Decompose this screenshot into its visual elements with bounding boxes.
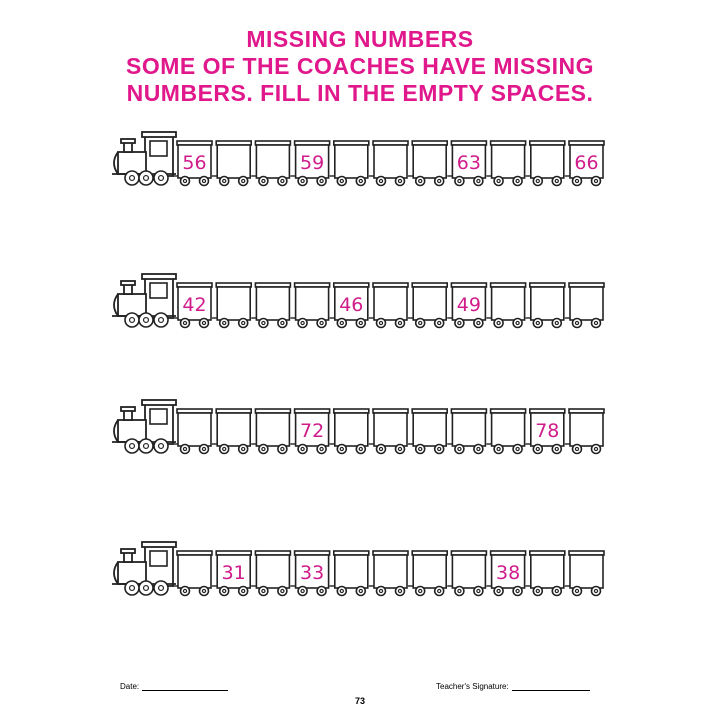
coach-wheel-left-hub [536, 447, 539, 450]
engine-icon [112, 400, 176, 453]
coach-body[interactable] [413, 555, 446, 588]
coach [295, 409, 330, 454]
coach-body[interactable] [570, 287, 603, 320]
coach-number: 63 [456, 152, 481, 174]
coach-wheel-right-hub [398, 589, 401, 592]
coach [491, 409, 526, 454]
coach-body[interactable] [335, 413, 368, 446]
coach-wheel-right-hub [516, 589, 519, 592]
coach-number: 38 [496, 562, 521, 584]
coach-wheel-left-hub [419, 321, 422, 324]
train-3-drawing [0, 396, 720, 476]
coach-wheel-left-hub [301, 321, 304, 324]
coach-body[interactable] [256, 555, 289, 588]
coach-wheel-left-hub [497, 321, 500, 324]
coach-number: 33 [300, 562, 325, 584]
engine-wheel-3-hub [159, 444, 164, 449]
engine-roof [142, 542, 176, 547]
coach-wheel-left-hub [223, 589, 226, 592]
coach-wheel-right-hub [281, 589, 284, 592]
coach-wheel-left-hub [458, 321, 461, 324]
coach [295, 551, 330, 596]
coach-wheel-right-hub [281, 179, 284, 182]
coach [216, 551, 251, 596]
train-1 [0, 128, 720, 208]
coach [177, 283, 212, 328]
coach-body[interactable] [413, 145, 446, 178]
coach [373, 409, 408, 454]
engine-window [150, 141, 167, 156]
coach-wheel-right-hub [516, 179, 519, 182]
teacher-signature-label: Teacher's Signature: [436, 682, 509, 691]
coach-wheel-left-hub [183, 179, 186, 182]
coach-wheel-right-hub [516, 321, 519, 324]
coach-body[interactable] [531, 145, 564, 178]
coach-wheel-left-hub [575, 589, 578, 592]
engine-chimney-top [121, 281, 135, 285]
coach-wheel-right-hub [202, 589, 205, 592]
coach-wheel-right-hub [438, 179, 441, 182]
coach-wheel-right-hub [398, 179, 401, 182]
coach-wheel-left-hub [497, 447, 500, 450]
train-4-drawing [0, 538, 720, 618]
coach [530, 141, 565, 186]
coach-wheel-right-hub [594, 321, 597, 324]
coach-wheel-left-hub [262, 447, 265, 450]
coach-wheel-left-hub [419, 447, 422, 450]
coach-wheel-left-hub [223, 321, 226, 324]
coach-wheel-left-hub [183, 447, 186, 450]
date-line[interactable] [142, 690, 228, 691]
coach [412, 551, 447, 596]
coach-wheel-left-hub [575, 447, 578, 450]
coach-wheel-left-hub [497, 589, 500, 592]
coach [491, 551, 526, 596]
coach-number: 31 [221, 562, 246, 584]
coach [255, 283, 290, 328]
coach-wheel-right-hub [202, 321, 205, 324]
engine-wheel-3-hub [159, 176, 164, 181]
coach-body[interactable] [531, 555, 564, 588]
coach-wheel-left-hub [536, 321, 539, 324]
coach-body[interactable] [374, 413, 407, 446]
coach-body[interactable] [413, 413, 446, 446]
coach-wheel-right-hub [359, 447, 362, 450]
coach-body[interactable] [492, 145, 525, 178]
coach-wheel-right-hub [516, 447, 519, 450]
coach-wheel-left-hub [458, 447, 461, 450]
coach-wheel-left-hub [419, 589, 422, 592]
coach-body[interactable] [217, 145, 250, 178]
coach [451, 551, 486, 596]
engine-window [150, 551, 167, 566]
title-line-2: SOME OF THE COACHES HAVE MISSING [126, 53, 594, 79]
coach-wheel-right-hub [398, 321, 401, 324]
coach-wheel-right-hub [242, 321, 245, 324]
engine-wheel-1-hub [130, 586, 135, 591]
coach-body[interactable] [217, 287, 250, 320]
engine-icon [112, 274, 176, 327]
engine-wheel-2-hub [144, 318, 149, 323]
coach [373, 141, 408, 186]
coach [412, 141, 447, 186]
coach-body[interactable] [178, 413, 211, 446]
coach-wheel-left-hub [301, 589, 304, 592]
coach-wheel-left-hub [575, 179, 578, 182]
coach-body[interactable] [492, 287, 525, 320]
coach-wheel-left-hub [262, 321, 265, 324]
coach-body[interactable] [452, 413, 485, 446]
engine-window [150, 409, 167, 424]
coach [255, 409, 290, 454]
coach-number: 42 [182, 294, 207, 316]
coach-wheel-left-hub [536, 179, 539, 182]
engine-wheel-1-hub [130, 176, 135, 181]
coach-wheel-left-hub [458, 589, 461, 592]
coach-wheel-right-hub [594, 179, 597, 182]
coach [569, 283, 604, 328]
coach-body[interactable] [413, 287, 446, 320]
coach-wheel-right-hub [438, 447, 441, 450]
coach-wheel-left-hub [575, 321, 578, 324]
coach [334, 409, 369, 454]
coach-wheel-left-hub [379, 447, 382, 450]
coach-wheel-right-hub [398, 447, 401, 450]
coach-wheel-left-hub [340, 179, 343, 182]
coach [177, 551, 212, 596]
engine-icon [112, 132, 176, 185]
coach-wheel-right-hub [320, 447, 323, 450]
coach-body[interactable] [256, 145, 289, 178]
coach-wheel-right-hub [359, 179, 362, 182]
coach-wheel-right-hub [202, 447, 205, 450]
coach [295, 283, 330, 328]
coach-wheel-right-hub [281, 321, 284, 324]
engine-wheel-2-hub [144, 586, 149, 591]
coach-wheel-left-hub [497, 179, 500, 182]
train-4 [0, 538, 720, 618]
coach-wheel-left-hub [458, 179, 461, 182]
coach-wheel-right-hub [477, 589, 480, 592]
date-field [120, 682, 228, 691]
coach-wheel-right-hub [438, 321, 441, 324]
coach [177, 409, 212, 454]
coach-body[interactable] [256, 287, 289, 320]
coach-wheel-left-hub [262, 589, 265, 592]
coach-body[interactable] [570, 413, 603, 446]
coach-wheel-right-hub [320, 589, 323, 592]
coach-wheel-left-hub [183, 589, 186, 592]
engine-wheel-2-hub [144, 176, 149, 181]
coach-number: 56 [182, 152, 207, 174]
coach [177, 141, 212, 186]
coach-wheel-left-hub [183, 321, 186, 324]
coach-wheel-right-hub [359, 321, 362, 324]
coach-number: 72 [300, 420, 325, 442]
engine-wheel-3-hub [159, 318, 164, 323]
coach-wheel-right-hub [242, 589, 245, 592]
coach-wheel-left-hub [262, 179, 265, 182]
coach-body[interactable] [374, 555, 407, 588]
engine-wheel-1-hub [130, 444, 135, 449]
coach-wheel-right-hub [242, 179, 245, 182]
coach-wheel-left-hub [379, 589, 382, 592]
coach [255, 551, 290, 596]
title-line-3: NUMBERS. FILL IN THE EMPTY SPACES. [126, 80, 594, 106]
coach-wheel-right-hub [594, 447, 597, 450]
engine-chimney-top [121, 407, 135, 411]
coach-wheel-left-hub [301, 447, 304, 450]
coach-wheel-left-hub [419, 179, 422, 182]
coach-number: 59 [300, 152, 325, 174]
page-number: 73 [354, 696, 365, 706]
coach-body[interactable] [531, 287, 564, 320]
coach [295, 141, 330, 186]
train-3 [0, 396, 720, 476]
coach-wheel-left-hub [379, 179, 382, 182]
coach-wheel-left-hub [340, 589, 343, 592]
coach [530, 283, 565, 328]
coach [412, 409, 447, 454]
coach [451, 141, 486, 186]
coach-wheel-right-hub [477, 447, 480, 450]
coach-body[interactable] [374, 287, 407, 320]
engine-roof [142, 132, 176, 137]
coach-wheel-right-hub [555, 321, 558, 324]
engine-chimney-top [121, 139, 135, 143]
coach-body[interactable] [178, 555, 211, 588]
coach-wheel-right-hub [438, 589, 441, 592]
title-line-1: MISSING NUMBERS [246, 26, 474, 52]
coach-wheel-right-hub [281, 447, 284, 450]
coach-body[interactable] [492, 413, 525, 446]
train-1-drawing [0, 128, 720, 208]
teacher-signature-line[interactable] [512, 690, 590, 691]
coach-number: 78 [535, 420, 560, 442]
coach [216, 141, 251, 186]
coach [451, 409, 486, 454]
engine-roof [142, 400, 176, 405]
coach-body[interactable] [256, 413, 289, 446]
engine-wheel-2-hub [144, 444, 149, 449]
coach [451, 283, 486, 328]
coach [491, 141, 526, 186]
train-2-drawing [0, 270, 720, 350]
teacher-signature-field [436, 682, 590, 691]
coach-number: 66 [574, 152, 599, 174]
coach [373, 283, 408, 328]
worksheet-title [0, 26, 720, 107]
coach [412, 283, 447, 328]
coach-wheel-right-hub [555, 447, 558, 450]
coach-wheel-right-hub [477, 179, 480, 182]
coach-wheel-left-hub [223, 447, 226, 450]
coach [530, 551, 565, 596]
coach [373, 551, 408, 596]
engine-icon [112, 542, 176, 595]
coach-body[interactable] [570, 555, 603, 588]
coach-body[interactable] [452, 555, 485, 588]
coach [334, 283, 369, 328]
coach-wheel-left-hub [301, 179, 304, 182]
coach [334, 551, 369, 596]
coach-wheel-right-hub [477, 321, 480, 324]
engine-roof [142, 274, 176, 279]
coach-wheel-left-hub [223, 179, 226, 182]
coach-wheel-left-hub [340, 321, 343, 324]
train-2 [0, 270, 720, 350]
coach-wheel-right-hub [555, 589, 558, 592]
coach [569, 409, 604, 454]
coach-wheel-right-hub [320, 321, 323, 324]
coach-body[interactable] [217, 413, 250, 446]
coach-body[interactable] [335, 555, 368, 588]
coach [569, 551, 604, 596]
coach-body[interactable] [296, 287, 329, 320]
coach-body[interactable] [374, 145, 407, 178]
coach-wheel-left-hub [340, 447, 343, 450]
coach [216, 409, 251, 454]
engine-window [150, 283, 167, 298]
coach-wheel-left-hub [536, 589, 539, 592]
coach-wheel-left-hub [379, 321, 382, 324]
coach [491, 283, 526, 328]
coach-wheel-right-hub [242, 447, 245, 450]
coach-wheel-right-hub [359, 589, 362, 592]
coach [255, 141, 290, 186]
coach-body[interactable] [335, 145, 368, 178]
coach [530, 409, 565, 454]
engine-wheel-3-hub [159, 586, 164, 591]
coach-wheel-right-hub [594, 589, 597, 592]
engine-chimney-top [121, 549, 135, 553]
coach-wheel-right-hub [202, 179, 205, 182]
coach [216, 283, 251, 328]
coach [334, 141, 369, 186]
coach-number: 49 [456, 294, 481, 316]
coach [569, 141, 604, 186]
engine-wheel-1-hub [130, 318, 135, 323]
coach-number: 46 [339, 294, 364, 316]
coach-wheel-right-hub [555, 179, 558, 182]
coach-wheel-right-hub [320, 179, 323, 182]
date-label: Date: [120, 682, 140, 691]
